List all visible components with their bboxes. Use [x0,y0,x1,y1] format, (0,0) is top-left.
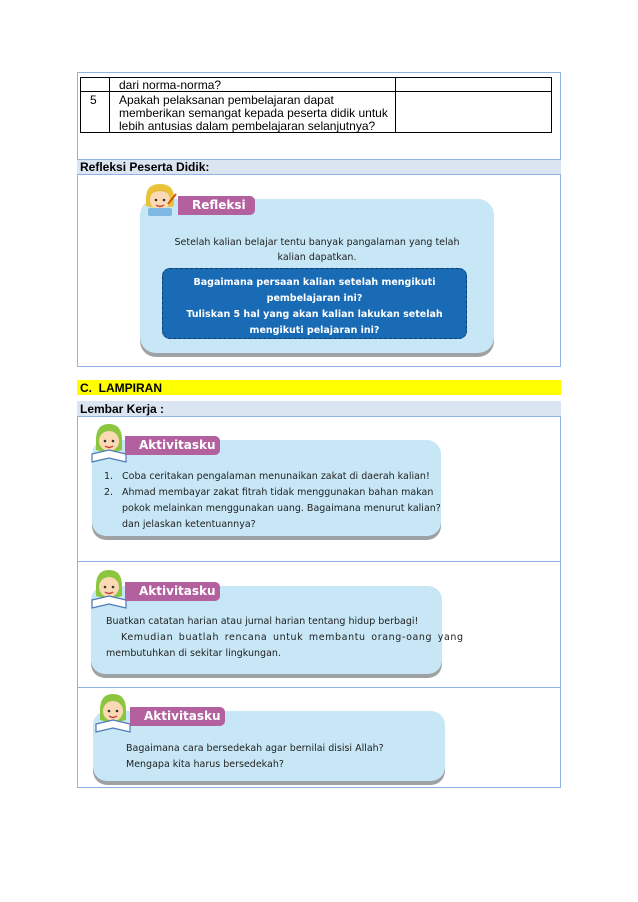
student-reading-icon [92,690,134,739]
activity1-item-text: pokok melainkan menggunakan uang. Bagaimana menurut kalian? [122,503,441,514]
refleksi-tag: Refleksi [178,196,255,215]
table-row-question-line1: Apakah pelaksanan pembelajaran dapat [119,93,334,107]
activity-tag-1: Aktivitasku [125,436,220,455]
activity1-item-text: Ahmad membayar zakat fitrah tidak menggunakan bahan makan [122,487,434,498]
refleksi-intro-line2: kalian dapatkan. [277,252,357,263]
activity2-line1: Buatkan catatan harian atau jurnal harian tentang hidup berbagi! [106,616,419,627]
refleksi-question-line2: pembelajaran ini? [266,293,363,304]
student-reading-icon [88,420,130,469]
student-avatar-icon [140,180,180,225]
activity1-item-text: Coba ceritakan pengalaman menunaikan zakat di daerah kalian! [122,471,430,482]
activity3-line2: Mengapa kita harus bersedekah? [126,759,284,770]
activity1-item-text: dan jelaskan ketentuannya? [122,519,256,530]
refleksi-question-box [162,268,467,339]
activity1-item-number: 2. [104,487,114,498]
activity1-item-number: 1. [104,471,114,482]
refleksi-intro-line1: Setelah kalian belajar tentu banyak pangalaman yang telah [174,237,460,248]
divider [77,687,561,688]
activity-tag-3: Aktivitasku [130,707,225,726]
table-row-question-line3: lebih antusias dalam pembelajaran selanjutnya? [119,119,376,133]
teacher-reflection-table [80,77,552,133]
refleksi-question-line3: Tuliskan 5 hal yang akan kalian lakukan setelah [186,309,443,320]
divider [77,561,561,562]
refleksi-heading: Refleksi Peserta Didik: [80,160,210,174]
lampiran-heading: C. LAMPIRAN [80,381,162,395]
activity2-line2: Kemudian buatlah rencana untuk membantu orang-oang yang [121,632,464,643]
student-reading-icon [88,566,130,615]
activity-tag-2: Aktivitasku [125,582,220,601]
table-row-number: 5 [90,93,97,107]
activity3-line1: Bagaimana cara bersedekah agar bernilai disisi Allah? [126,743,384,754]
lembar-kerja-heading: Lembar Kerja : [80,402,165,416]
activity2-line3: membutuhkan di sekitar lingkungan. [106,648,281,659]
table-row-question: dari norma-norma? [119,78,222,92]
table-row-question-line2: memberikan semangat kepada peserta didik untuk [119,106,388,120]
refleksi-question-line1: Bagaimana persaan kalian setelah mengikuti [193,277,436,288]
refleksi-question-line4: mengikuti pelajaran ini? [249,325,380,336]
